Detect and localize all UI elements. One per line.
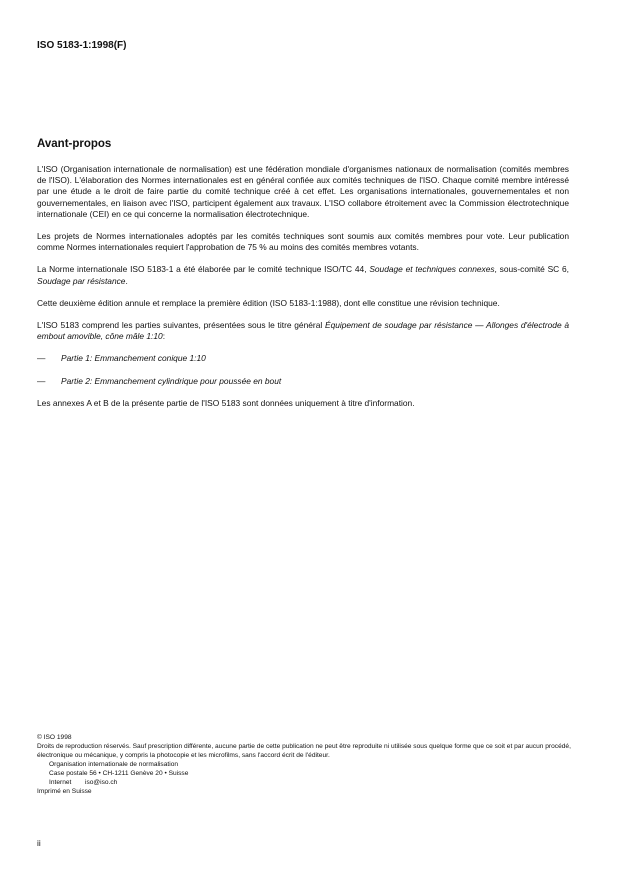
paragraph-5-start: L'ISO 5183 comprend les parties suivantes, présentées sous le titre général bbox=[37, 320, 325, 331]
general-title: Équipement de soudage par résistance — Allonges d'électrode à embout amovible, cône mâle 1:10 bbox=[37, 320, 570, 342]
foreword-paragraph-6: Les annexes A et B de la présente partie de l'ISO 5183 sont données uniquement à titre d'information. bbox=[37, 397, 415, 408]
foreword-paragraph-4: Cette deuxième édition annule et remplace la première édition (ISO 5183-1:1988), dont elle constitue une révision technique. bbox=[37, 297, 500, 308]
foreword-paragraph-3 bbox=[37, 264, 569, 286]
internet-label: Internet bbox=[49, 779, 72, 786]
list-item bbox=[37, 376, 569, 387]
paragraph-3-end: . bbox=[125, 275, 128, 286]
foreword-body bbox=[37, 164, 569, 420]
copyright-line: © ISO 1998 bbox=[37, 734, 72, 741]
copyright-block bbox=[37, 733, 582, 796]
printed-in: Imprimé en Suisse bbox=[37, 788, 92, 795]
paragraph-5-end: : bbox=[162, 331, 166, 342]
list-dash: — bbox=[37, 375, 46, 386]
organisation-name: Organisation internationale de normalisation bbox=[49, 761, 179, 768]
foreword-paragraph-5 bbox=[37, 320, 569, 342]
postal-address: Case postale 56 • CH-1211 Genève 20 • Suisse bbox=[49, 770, 189, 777]
part-2-label: Partie 2: Emmanchement cylindrique pour poussée en bout bbox=[61, 375, 282, 386]
subcommittee-name: Soudage par résistance bbox=[37, 275, 126, 286]
foreword-title: Avant-propos bbox=[37, 138, 112, 150]
foreword-paragraph-1: L'ISO (Organisation internationale de normalisation) est une fédération mondiale d'organismes nationaux de normalisation (comités membres de l'ISO). L'élaboration des Normes internationales est en général confiée aux comités techniques de l'ISO. Chaque comité membre intéressé par une étude a le droit de faire partie du comité technique créé à cet effet. Les organisations internationales, gouvernementales et non gouvernementales, en liaison avec l'ISO, participent également aux travaux. L'ISO collabore étroitement avec la Commission électrotechnique internationale (CEI) en ce qui concerne la normalisation électrotechnique. bbox=[37, 164, 569, 219]
paragraph-3-mid: , sous-comité SC 6, bbox=[494, 264, 569, 275]
part-1-label: Partie 1: Emmanchement conique 1:10 bbox=[61, 353, 206, 364]
foreword-paragraph-2: Les projets de Normes internationales adoptés par les comités techniques sont soumis aux comités membres pour vote. Leur publication comme Normes internationales requiert l'approbation de 75 % au moins des comités membres votants. bbox=[37, 231, 569, 253]
paragraph-3-start: La Norme internationale ISO 5183-1 a été élaborée par le comité technique ISO/TC 44, bbox=[37, 264, 370, 275]
document-id-header: ISO 5183-1:1998(F) bbox=[37, 40, 127, 51]
list-dash: — bbox=[37, 353, 46, 364]
internet-contact bbox=[37, 778, 582, 787]
internet-email: iso@iso.ch bbox=[85, 779, 118, 786]
committee-name: Soudage et techniques connexes bbox=[369, 264, 495, 275]
page-number: ii bbox=[37, 838, 41, 848]
list-item bbox=[37, 353, 569, 364]
rights-notice: Droits de reproduction réservés. Sauf prescription différente, aucune partie de cette publication ne peut être reproduite ni utilisée sous quelque forme que ce soit et par aucun procédé, électronique ou mécanique, y compris la photocopie et les microfilms, sans l'accord écrit de l'éditeur. bbox=[37, 743, 571, 759]
